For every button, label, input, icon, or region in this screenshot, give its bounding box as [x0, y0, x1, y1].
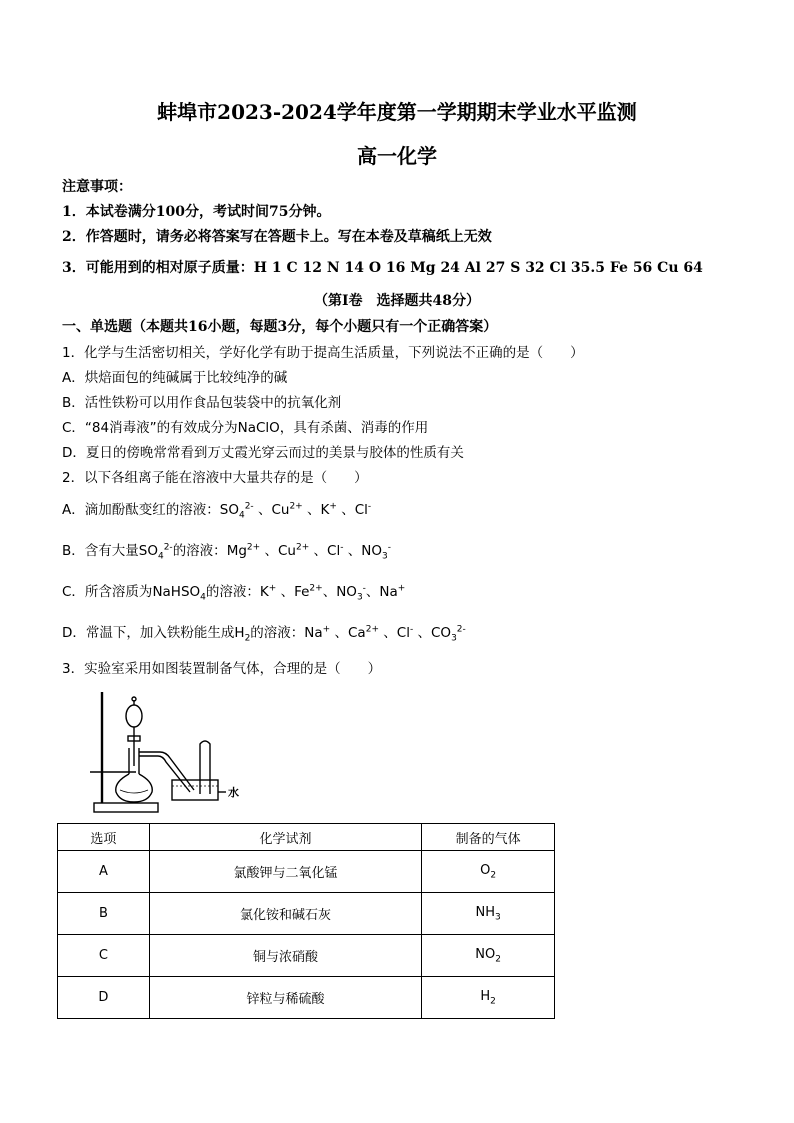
water-trough [172, 780, 218, 800]
q2-option-b-prefix: B．含有大量 [62, 543, 139, 559]
header-reagent: 化学试剂 [149, 824, 421, 851]
header-gas: 制备的气体 [422, 824, 555, 851]
table-row [58, 893, 555, 935]
section-header: （第Ⅰ卷 选择题共48分） [313, 293, 481, 309]
q3-options-table [57, 823, 555, 1019]
funnel-bulb [126, 705, 142, 727]
q2-option-c-prefix: C．所含溶质为 [62, 584, 153, 600]
q2-stem: 2．以下各组离子能在溶液中大量共存的是（ ） [62, 470, 368, 486]
water-label: 水 [228, 787, 239, 799]
cell-gas: $NH_3$ [422, 893, 555, 935]
q1-option-c: C．“84消毒液”的有效成分为NaClO，具有杀菌、消毒的作用 [62, 420, 429, 436]
q2-option-d-mid: 的溶液： [250, 625, 305, 641]
part-header: 一、单选题（本题共16小题，每题3分，每个小题只有一个正确答案） [62, 319, 498, 335]
cell-reagent: 氯化铵和碱石灰 [149, 893, 421, 935]
notice-item: 1．本试卷满分100分，考试时间75分钟。 [62, 204, 331, 220]
q2-option-d: D．常温下，加入铁粉能生成$H_2$的溶液：Na+ 、$Ca^{2+}$ 、Cl- 、$CO_3^{2-}$ [62, 624, 466, 644]
table-row [58, 977, 555, 1019]
table-row [58, 851, 555, 893]
stand-base [94, 803, 158, 812]
cell-reagent: 锌粒与稀硫酸 [149, 977, 421, 1019]
table-row [58, 935, 555, 977]
exam-subtitle: 高一化学 [357, 144, 437, 168]
q1-option-b: B．活性铁粉可以用作食品包装袋中的抗氧化剂 [62, 395, 342, 411]
cell-reagent: 铜与浓硝酸 [149, 935, 421, 977]
q2-option-b-mid: 的溶液： [172, 543, 227, 559]
q2-option-a-prefix: A．滴加酚酞变红的溶液： [62, 502, 220, 518]
header-option: 选项 [58, 824, 150, 851]
cell-gas: $NO_2$ [422, 935, 555, 977]
exam-title: 蚌埠市2023-2024学年度第一学期期末学业水平监测 [157, 100, 637, 124]
q2-option-c: C．所含溶质为NaHSO$_4$的溶液：K+ 、$Fe^{2+}$、$NO_3^-$、Na+ [62, 583, 406, 603]
q3-stem: 3．实验室采用如图装置制备气体，合理的是（ ） [62, 661, 382, 677]
table-header-row [58, 824, 555, 851]
cell-gas: $O_2$ [422, 851, 555, 893]
cell-gas: $H_2$ [422, 977, 555, 1019]
notice-heading: 注意事项： [62, 179, 132, 195]
cell-reagent: 氯酸钾与二氧化锰 [149, 851, 421, 893]
gas-apparatus-figure [84, 686, 254, 818]
cell-option: C [58, 935, 150, 977]
notice-item: 3．可能用到的相对原子质量：H 1 C 12 N 14 O 16 Mg 24 Al 27 S 32 Cl 35.5 Fe 56 Cu 64 [62, 260, 703, 276]
notice-item: 2．作答题时，请务必将答案写在答题卡上。写在本卷及草稿纸上无效 [62, 229, 492, 245]
q1-stem: 1．化学与生活密切相关，学好化学有助于提高生活质量，下列说法不正确的是（ ） [62, 345, 584, 361]
q2-option-c-mid: 的溶液： [205, 584, 260, 600]
q1-option-d: D．夏日的傍晚常常看到万丈霞光穿云而过的美景与胶体的性质有关 [62, 445, 464, 461]
delivery-tube [139, 752, 194, 790]
q1-option-a: A．烘焙面包的纯碱属于比较纯净的碱 [62, 370, 288, 386]
q2-option-a: A．滴加酚酞变红的溶液：$SO_4^{2-}$ 、$Cu^{2+}$ 、K+ 、Cl- [62, 501, 372, 521]
cell-option: D [58, 977, 150, 1019]
q2-option-d-prefix: D．常温下，加入铁粉能生成 [62, 625, 235, 641]
round-flask [116, 774, 152, 802]
cell-option: B [58, 893, 150, 935]
cell-option: A [58, 851, 150, 893]
q2-option-b: B．含有大量$SO_4^{2-}$的溶液：$Mg^{2+}$ 、$Cu^{2+}$ 、Cl- 、$NO_3^-$ [62, 542, 391, 562]
